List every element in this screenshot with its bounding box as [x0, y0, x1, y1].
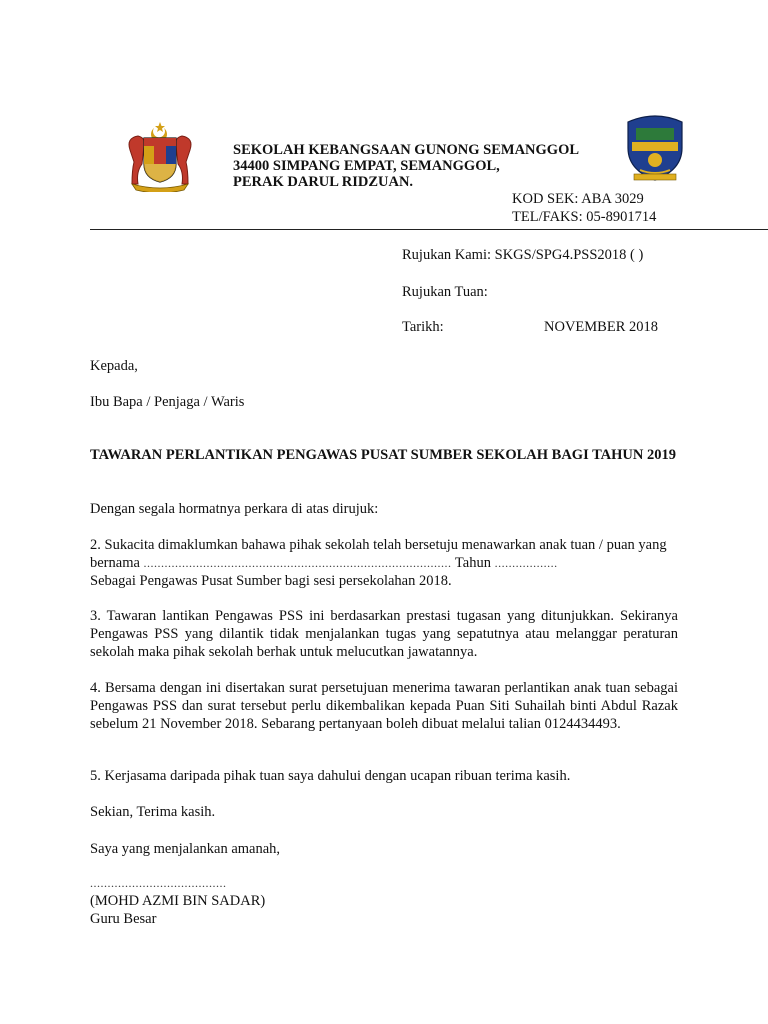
tahun-label: Tahun	[454, 555, 491, 571]
school-name: SEKOLAH KEBANGSAAN GUNONG SEMANGGOL	[233, 142, 580, 158]
intro: Dengan segala hormatnya perkara di atas dirujuk:	[90, 501, 379, 517]
para-2-line-1: 2. Sukacita dimaklumkan bahawa pihak sekolah telah bersetuju menawarkan anak tuan / puan yang	[90, 537, 667, 553]
tarikh-label: Tarikh:	[402, 319, 444, 335]
sekian: Sekian, Terima kasih.	[90, 804, 216, 820]
address-line-2: PERAK DARUL RIDZUAN.	[233, 174, 414, 190]
school-badge-icon	[622, 112, 688, 184]
para-2-line-2	[90, 554, 680, 572]
amanah: Saya yang menjalankan amanah,	[90, 841, 281, 857]
para-5: 5. Kerjasama daripada pihak tuan saya dahului dengan ucapan ribuan terima kasih.	[90, 768, 571, 784]
signature-line: .......................................	[90, 876, 227, 890]
name-blank: ........................................................................................	[143, 556, 452, 570]
kod-sekolah: KOD SEK: ABA 3029	[512, 191, 644, 207]
tel-faks: TEL/FAKS: 05-8901714	[512, 209, 657, 225]
tarikh-value: NOVEMBER 2018	[544, 319, 658, 335]
recipient: Ibu Bapa / Penjaga / Waris	[90, 394, 245, 410]
header-divider	[90, 229, 768, 230]
bernama-label: bernama	[90, 555, 140, 571]
rujukan-kami: Rujukan Kami: SKGS/SPG4.PSS2018 ( )	[402, 247, 644, 263]
address-line-1: 34400 SIMPANG EMPAT, SEMANGGOL,	[233, 158, 500, 174]
malaysia-coat-of-arms-icon	[124, 120, 196, 192]
kepada: Kepada,	[90, 358, 138, 374]
signatory-name: (MOHD AZMI BIN SADAR)	[90, 893, 266, 909]
para-3: 3. Tawaran lantikan Pengawas PSS ini berdasarkan prestasi tugasan yang ditunjukkan. Sekiranya Pengawas PSS yang dilantik tidak menjalankan tugas yang sepatutnya atau melanggar peraturan sekolah maka pihak sekolah berhak untuk melucutkan jawatannya.	[90, 608, 678, 660]
rujukan-tuan: Rujukan Tuan:	[402, 284, 488, 300]
tahun-blank: ..................	[494, 556, 558, 570]
subject: TAWARAN PERLANTIKAN PENGAWAS PUSAT SUMBER SEKOLAH BAGI TAHUN 2019	[90, 447, 676, 463]
signatory-title: Guru Besar	[90, 911, 157, 927]
para-2-line-3: Sebagai Pengawas Pusat Sumber bagi sesi persekolahan 2018.	[90, 573, 452, 589]
para-4: 4. Bersama dengan ini disertakan surat persetujuan menerima tawaran perlantikan anak tuan sebagai Pengawas PSS dan surat tersebut perlu dikembalikan kepada Puan Siti Suhailah binti Abdul Razak sebelum 21 November 2018. Sebarang pertanyaan boleh dibuat melalui talian 0124434493.	[90, 680, 678, 732]
